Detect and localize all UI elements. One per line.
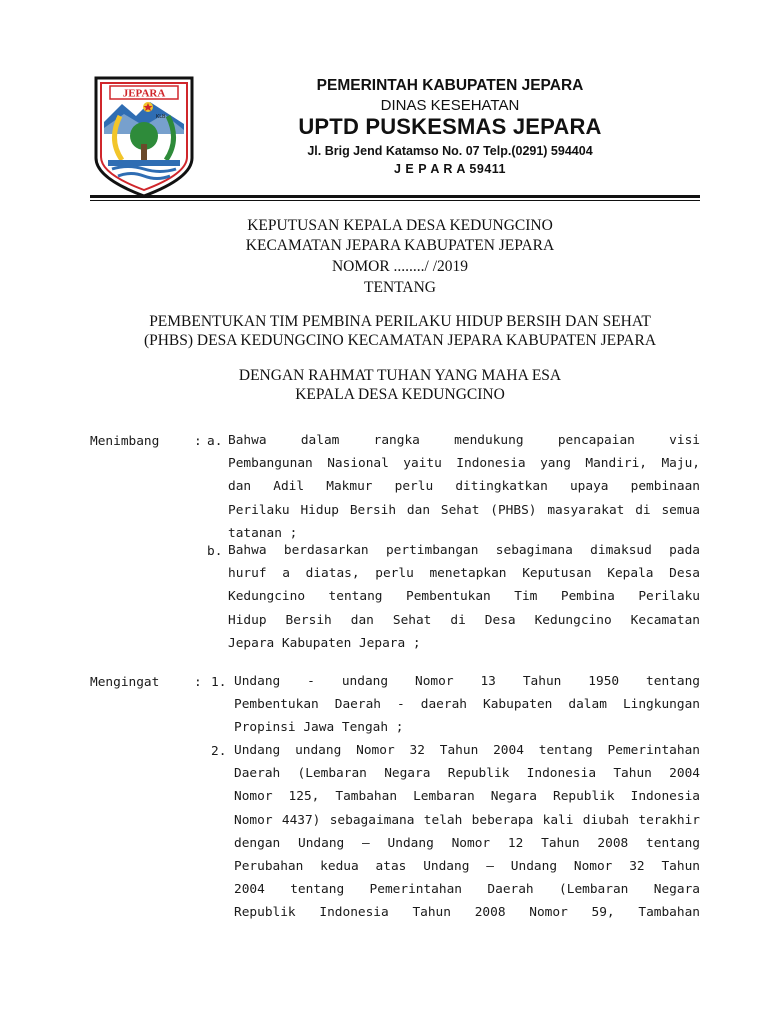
preamble-line1: DENGAN RAHMAT TUHAN YANG MAHA ESA xyxy=(238,367,562,384)
text-line: Perilaku Hidup Bersih dan Sehat (PHBS) masyarakat di semua xyxy=(228,502,700,518)
menimbang-item-text xyxy=(228,429,700,545)
decree-title-line2: KECAMATAN JEPARA KABUPATEN JEPARA xyxy=(245,237,555,254)
text-line: Propinsi Jawa Tengah ; xyxy=(234,720,404,736)
text-line: Republik Indonesia Tahun 2008 Nomor 59, Tambahan xyxy=(234,905,700,921)
letterhead-divider-thick xyxy=(90,195,700,198)
preamble-line2: KEPALA DESA KEDUNGCINO xyxy=(295,386,505,403)
text-line: dengan Undang – Undang Nomor 12 Tahun 2008 tentang xyxy=(234,835,700,851)
text-line: Nomor 125, Tambahan Lembaran Negara Republik Indonesia xyxy=(234,789,700,805)
logo-title-text: JEPARA xyxy=(122,87,166,100)
decree-subject-line1: PEMBENTUKAN TIM PEMBINA PERILAKU HIDUP BERSIH DAN SEHAT xyxy=(149,313,651,330)
text-line: Pembentukan Daerah - daerah Kabupaten dalam Lingkungan xyxy=(234,697,700,713)
mengingat-label: Mengingat xyxy=(90,675,160,690)
decree-title-line1: KEPUTUSAN KEPALA DESA KEDUNGCINO xyxy=(247,217,553,234)
text-line: Pembangunan Nasional yaitu Indonesia yang Mandiri, Maju, xyxy=(228,456,700,472)
menimbang-item-marker: a. xyxy=(207,434,223,449)
decree-number: NOMOR ......../ /2019 xyxy=(331,258,469,275)
text-line: Undang - undang Nomor 13 Tahun 1950 tentang xyxy=(234,674,700,689)
decree-about-label: TENTANG xyxy=(364,279,436,296)
text-line: dan Adil Makmur perlu ditingkatkan upaya pembinaan xyxy=(228,479,700,495)
text-line: Perubahan kedua atas Undang – Undang Nomor 32 Tahun xyxy=(234,859,700,875)
mengingat-item-text xyxy=(234,739,700,925)
institution-city: J E P A R A 59411 xyxy=(393,162,507,176)
text-line: Undang undang Nomor 32 Tahun 2004 tentang Pemerintahan xyxy=(234,743,700,758)
text-line: 2004 tentang Pemerintahan Daerah (Lembaran Negara xyxy=(234,882,700,898)
text-line: tatanan ; xyxy=(228,525,298,541)
menimbang-item-marker: b. xyxy=(207,544,223,559)
logo-small-text: KLB xyxy=(156,114,166,120)
decree-subject-line2: (PHBS) DESA KEDUNGCINO KECAMATAN JEPARA KABUPATEN JEPARA xyxy=(143,332,657,349)
menimbang-colon: : xyxy=(194,434,202,449)
text-line: Bahwa berdasarkan pertimbangan sebagimana dimaksud pada xyxy=(228,543,700,558)
text-line: Jepara Kabupaten Jepara ; xyxy=(228,635,421,651)
institution-address: Jl. Brig Jend Katamso No. 07 Telp.(0291) 594404 xyxy=(307,144,593,158)
government-name: PEMERINTAH KABUPATEN JEPARA xyxy=(316,77,584,94)
text-line: Kedungcino tentang Pembentukan Tim Pembina Perilaku xyxy=(228,589,700,605)
text-line: Bahwa dalam rangka mendukung pencapaian visi xyxy=(228,433,700,448)
mengingat-item-marker: 1. xyxy=(211,675,227,690)
institution-name: UPTD PUSKESMAS JEPARA xyxy=(298,114,602,139)
mengingat-colon: : xyxy=(194,675,202,690)
department-name: DINAS KESEHATAN xyxy=(380,97,520,114)
mengingat-item-text xyxy=(234,670,700,740)
mengingat-item-marker: 2. xyxy=(211,744,227,759)
menimbang-label: Menimbang xyxy=(90,434,160,449)
text-line: Daerah (Lembaran Negara Republik Indonesia Tahun 2004 xyxy=(234,766,700,782)
text-line: Nomor 4437) sebagaimana telah beberapa kali diubah terakhir xyxy=(234,812,700,828)
text-line: huruf a diatas, perlu menetapkan Keputusan Kepala Desa xyxy=(228,566,700,582)
letterhead-divider-thin xyxy=(90,200,700,201)
jepara-coat-of-arms-logo xyxy=(92,74,196,198)
menimbang-item-text xyxy=(228,539,700,655)
text-line: Hidup Bersih dan Sehat di Desa Kedungcino Kecamatan xyxy=(228,612,700,628)
